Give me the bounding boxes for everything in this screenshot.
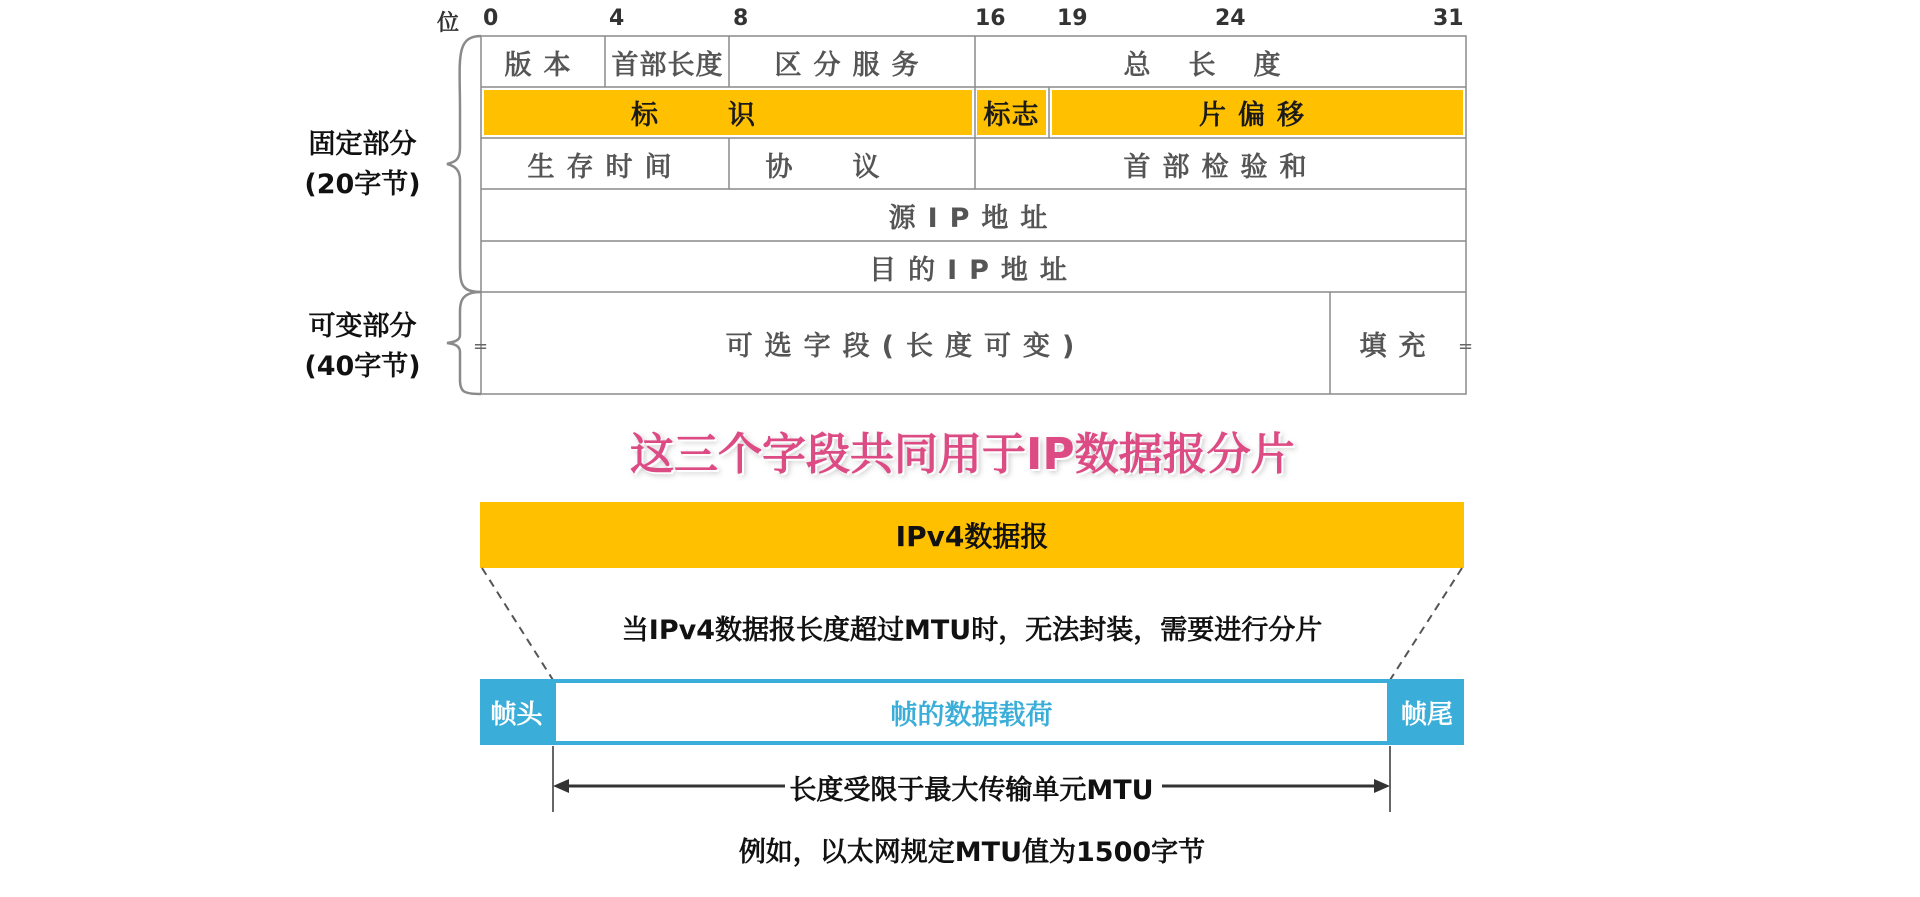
field-padding: 填充: [1359, 331, 1438, 362]
bit-tick-31: 31: [1433, 6, 1464, 31]
field-flags: 标志: [977, 90, 1046, 135]
bit-tick-19: 19: [1057, 6, 1088, 31]
bit-position-label: 位: [437, 11, 460, 36]
field-header-length: 首部长度: [611, 49, 724, 81]
variable-part-size: (40字节): [304, 351, 421, 382]
field-checksum: 首部检验和: [1123, 151, 1319, 183]
bit-tick-4: 4: [609, 6, 625, 31]
frame-payload-container: [553, 679, 1390, 745]
fixed-part-title: 固定部分: [308, 129, 417, 160]
variable-part-title: 可变部分: [308, 311, 417, 342]
datagram-description: 当IPv4数据报长度超过MTU时，无法封装，需要进行分片: [621, 615, 1323, 646]
continuation-mark-right: =: [1458, 336, 1474, 357]
bit-tick-16: 16: [975, 6, 1006, 31]
frame-trailer: 帧尾: [1390, 679, 1464, 745]
field-tos: 区分服务: [774, 49, 931, 81]
mtu-example: 例如，以太网规定MTU值为1500字节: [738, 837, 1206, 868]
field-destination-ip: 目的IP地址: [869, 254, 1079, 286]
field-options: 可选字段(长度可变): [725, 331, 1087, 362]
ipv4-datagram-band: IPv4数据报: [480, 502, 1464, 568]
bit-tick-0: 0: [483, 6, 499, 31]
variable-part-label: [295, 307, 430, 387]
field-identification: 标识: [484, 90, 972, 135]
fixed-part-label: [295, 125, 430, 205]
fixed-part-size: (20字节): [304, 169, 421, 200]
field-source-ip: 源IP地址: [888, 203, 1060, 234]
fragmentation-callout: 这三个字段共同用于IP数据报分片: [630, 429, 1295, 480]
bit-tick-24: 24: [1215, 6, 1246, 31]
mtu-label: 长度受限于最大传输单元MTU: [789, 775, 1154, 806]
field-ttl: 生存时间: [527, 151, 684, 183]
bit-tick-8: 8: [733, 6, 749, 31]
field-fragment-offset: 片偏移: [1052, 90, 1463, 135]
frame-payload: 帧的数据载荷: [556, 683, 1387, 741]
frame-header: 帧头: [480, 679, 553, 745]
field-total-length: 总长度: [1123, 49, 1319, 81]
continuation-mark-left: =: [473, 336, 489, 357]
field-protocol: 协议: [765, 151, 940, 183]
field-version: 版本: [504, 49, 583, 81]
